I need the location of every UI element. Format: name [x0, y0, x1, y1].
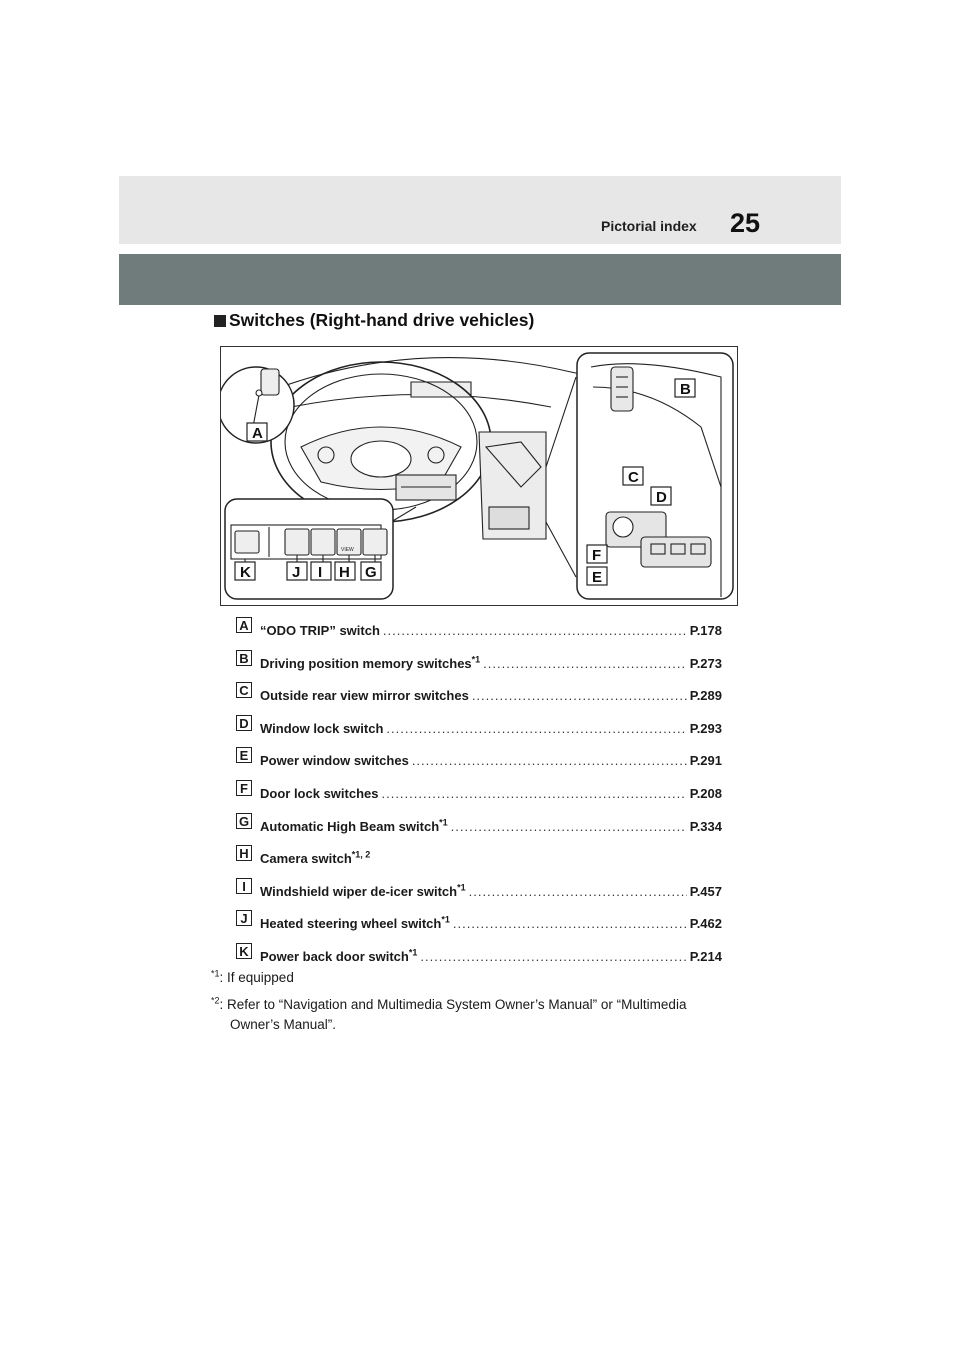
page-reference[interactable]: P.289	[689, 688, 722, 704]
callout-g: G	[365, 564, 377, 581]
item-badge: D	[236, 715, 252, 731]
leader-dots	[383, 623, 687, 638]
page-reference[interactable]: P.334	[689, 818, 722, 834]
subheading-text: Switches (Right-hand drive vehicles)	[229, 310, 535, 330]
item-badge: G	[236, 813, 252, 829]
item-badge: J	[236, 910, 252, 926]
page-reference[interactable]: P.214	[689, 948, 722, 964]
page-reference[interactable]: P.462	[689, 916, 722, 932]
page-reference[interactable]: P.208	[689, 785, 722, 801]
callout-d: D	[656, 489, 667, 506]
page-reference[interactable]: P.457	[689, 883, 722, 899]
leader-dots	[381, 786, 686, 801]
item-label: Driving position memory switches$^{*1}$	[260, 654, 481, 671]
item-label: Heated steering wheel switch$^{*1}$	[260, 915, 450, 932]
item-badge: A	[236, 617, 252, 633]
list-item	[236, 813, 722, 846]
footnote-1: $^{*1}$: If equipped	[211, 968, 294, 985]
page-reference[interactable]: P.293	[689, 720, 722, 736]
callout-f: F	[592, 547, 602, 564]
item-badge: E	[236, 747, 252, 763]
footnote-2: $^{*2}$: Refer to “Navigation and Multimedia System Owner’s Manual” or “Multimedia Owner’s Manual”.	[211, 995, 687, 1032]
header-bar	[119, 254, 841, 305]
page-reference[interactable]: P.273	[689, 655, 722, 671]
item-label: Camera switch$^{*1, 2}$	[260, 849, 371, 867]
square-bullet-icon	[214, 315, 226, 327]
leader-dots	[386, 721, 686, 736]
callout-i: I	[318, 564, 323, 581]
page-reference[interactable]: P.178	[689, 623, 722, 638]
section-title: Pictorial index	[601, 218, 697, 234]
list-item	[236, 845, 722, 878]
list-item	[236, 715, 722, 748]
callout-h: H	[339, 564, 350, 581]
subheading	[214, 310, 534, 331]
list-item	[236, 878, 722, 911]
page-number: 25	[730, 208, 761, 238]
callout-c: C	[628, 469, 639, 486]
item-badge: I	[236, 878, 252, 894]
leader-dots	[483, 656, 687, 671]
list-item	[236, 682, 722, 715]
callout-k: K	[240, 564, 251, 581]
callout-a: A	[252, 425, 263, 442]
item-badge: C	[236, 682, 252, 698]
list-item	[236, 780, 722, 813]
leader-dots	[472, 688, 687, 703]
item-badge: K	[236, 943, 252, 959]
page-reference[interactable]: P.291	[689, 753, 722, 769]
leader-dots	[453, 916, 687, 931]
callout-labels	[221, 347, 737, 605]
item-badge: H	[236, 845, 252, 861]
leader-dots	[451, 819, 687, 834]
leader-dots	[420, 949, 686, 964]
item-label: Power back door switch$^{*1}$	[260, 947, 418, 964]
switches-illustration	[220, 346, 738, 606]
item-badge: F	[236, 780, 252, 796]
view-icon-text: VIEW	[341, 547, 354, 553]
item-label: Window lock switch	[260, 720, 384, 736]
list-item	[236, 650, 722, 683]
item-label: Power window switches	[260, 753, 409, 769]
leader-dots	[469, 884, 687, 899]
list-item	[236, 617, 722, 650]
item-label: Door lock switches	[260, 785, 379, 801]
leader-dots	[412, 753, 687, 768]
callout-e: E	[592, 569, 603, 586]
item-badge: B	[236, 650, 252, 666]
switch-list	[236, 617, 722, 976]
callout-j: J	[292, 564, 301, 581]
item-label: Outside rear view mirror switches	[260, 688, 469, 704]
callout-b: B	[680, 381, 691, 398]
list-item	[236, 910, 722, 943]
list-item	[236, 747, 722, 780]
item-label: Automatic High Beam switch$^{*1}$	[260, 817, 448, 834]
item-label: Windshield wiper de-icer switch$^{*1}$	[260, 882, 466, 899]
item-label: “ODO TRIP” switch	[260, 623, 380, 638]
